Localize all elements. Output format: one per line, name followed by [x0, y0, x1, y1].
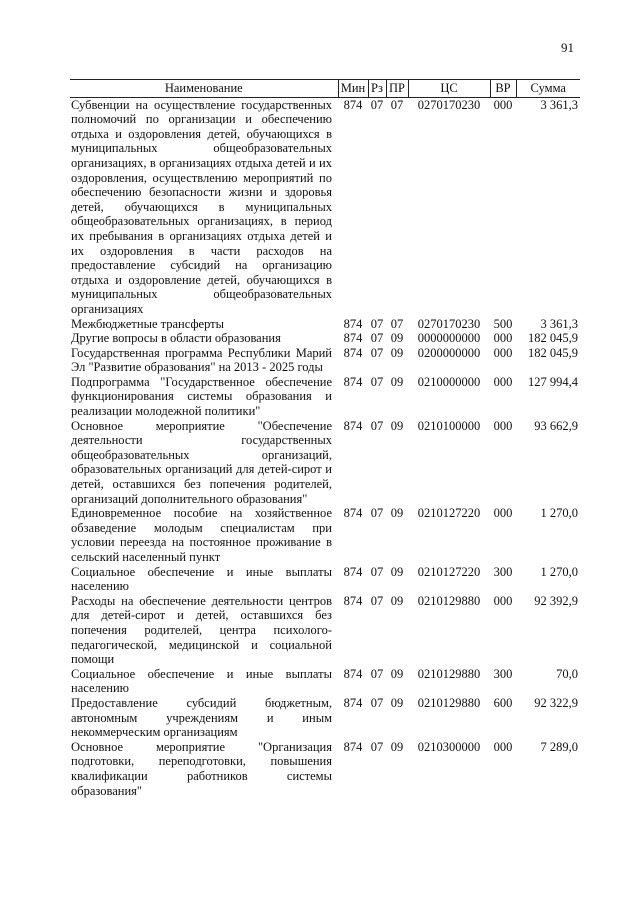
table-row — [70, 696, 580, 740]
row-sum: 92 322,9 — [534, 695, 578, 710]
row-name: Предоставление субсидий бюджетным, автономным учреждениям и иным некоммерческим организациям — [71, 695, 332, 740]
row-pr: 09 — [390, 666, 404, 681]
row-vr: 300 — [493, 666, 513, 681]
row-rz: 07 — [370, 666, 384, 681]
row-sum: 1 270,0 — [540, 564, 578, 579]
row-cs: 0210129880 — [417, 695, 481, 710]
row-vr: 000 — [493, 97, 513, 112]
row-min: 874 — [343, 374, 363, 389]
row-vr: 500 — [493, 316, 513, 331]
header-min: Мин — [338, 80, 368, 98]
row-pr: 09 — [390, 506, 404, 521]
row-sum: 182 045,9 — [528, 331, 578, 346]
row-vr: 000 — [493, 418, 513, 433]
table-row — [70, 506, 580, 564]
row-cs: 0210100000 — [417, 418, 481, 433]
row-vr: 300 — [493, 564, 513, 579]
row-min: 874 — [343, 739, 363, 754]
row-min: 874 — [343, 418, 363, 433]
row-pr: 09 — [390, 739, 404, 754]
row-min: 874 — [343, 97, 363, 112]
row-vr: 000 — [493, 739, 513, 754]
table-body — [70, 97, 580, 798]
row-name: Субвенции на осуществление государственных полномочий по организации и обеспечению отдыха и оздоровления детей, обучающихся в муниципальных общеобразовательных организациях, в организациях отдыха детей и их оздоровления, осуществлению мероприятий по обеспечению безопасности жизни и здоровья детей, обучающихся в муниципальных общеобразовательных организациях, в период их пребывания в организациях отдыха детей и их оздоровления в части расходов на предоставление субсидий на организацию отдыха и оздоровление детей, обучающихся в муниципальных общеобразовательных организациях — [71, 97, 332, 316]
row-vr: 000 — [493, 506, 513, 521]
row-pr: 09 — [390, 345, 404, 360]
row-name: Основное мероприятие "Обеспечение деятельности государственных общеобразовательных организаций, образовательных организаций для детей-сирот и детей, оставшихся без попечения родителей, организаций дополнительного образования" — [71, 418, 332, 506]
row-pr: 09 — [390, 418, 404, 433]
table-row — [70, 97, 580, 316]
row-rz: 07 — [370, 564, 384, 579]
row-rz: 07 — [370, 695, 384, 710]
table-row — [70, 317, 580, 332]
row-cs: 0210127220 — [417, 564, 481, 579]
row-min: 874 — [343, 331, 363, 346]
table-row — [70, 346, 580, 375]
table-header — [70, 80, 580, 98]
row-min: 874 — [343, 666, 363, 681]
row-pr: 09 — [390, 331, 404, 346]
table-row — [70, 565, 580, 594]
row-name: Государственная программа Республики Марий Эл "Развитие образования" на 2013 - 2025 годы — [71, 345, 332, 375]
row-cs: 0210129880 — [417, 666, 481, 681]
row-pr: 07 — [390, 316, 404, 331]
row-rz: 07 — [370, 97, 384, 112]
row-rz: 07 — [370, 345, 384, 360]
table-row — [70, 331, 580, 346]
row-cs: 0210300000 — [417, 739, 481, 754]
row-vr: 000 — [493, 331, 513, 346]
row-min: 874 — [343, 564, 363, 579]
row-rz: 07 — [370, 331, 384, 346]
table-row — [70, 375, 580, 419]
row-sum: 3 361,3 — [540, 97, 578, 112]
table-row — [70, 740, 580, 798]
row-pr: 09 — [390, 374, 404, 389]
row-sum: 1 270,0 — [540, 506, 578, 521]
row-name: Подпрограмма "Государственное обеспечение функционирования системы образования и реализации молодежной политики" — [71, 374, 332, 419]
row-vr: 000 — [493, 593, 513, 608]
table-row — [70, 594, 580, 667]
row-rz: 07 — [370, 418, 384, 433]
row-min: 874 — [343, 506, 363, 521]
header-vr: ВР — [490, 80, 516, 98]
budget-table — [70, 79, 580, 798]
row-cs: 0270170230 — [417, 97, 481, 112]
row-vr: 000 — [493, 345, 513, 360]
row-cs: 0000000000 — [417, 331, 481, 346]
row-cs: 0210127220 — [417, 506, 481, 521]
table-row — [70, 419, 580, 507]
row-cs: 0210000000 — [417, 374, 481, 389]
row-rz: 07 — [370, 374, 384, 389]
row-pr: 09 — [390, 564, 404, 579]
row-cs: 0200000000 — [417, 345, 481, 360]
row-sum: 70,0 — [556, 666, 578, 681]
row-sum: 182 045,9 — [528, 345, 578, 360]
row-pr: 09 — [390, 695, 404, 710]
row-vr: 000 — [493, 374, 513, 389]
header-name: Наименование — [70, 80, 338, 98]
header-rz: Рз — [368, 80, 386, 98]
row-name: Социальное обеспечение и иные выплаты населению — [71, 666, 332, 696]
row-sum: 127 994,4 — [528, 374, 578, 389]
header-sum: Сумма — [516, 80, 580, 98]
row-name: Основное мероприятие "Организация подготовки, переподготовки, повышения квалификации работников системы образования" — [71, 739, 332, 798]
header-pr: ПР — [386, 80, 408, 98]
row-rz: 07 — [370, 316, 384, 331]
page-number: 91 — [561, 40, 574, 55]
row-rz: 07 — [370, 739, 384, 754]
row-name: Социальное обеспечение и иные выплаты населению — [71, 564, 332, 594]
table-row — [70, 667, 580, 696]
row-rz: 07 — [370, 506, 384, 521]
row-sum: 93 662,9 — [534, 418, 578, 433]
row-min: 874 — [343, 316, 363, 331]
row-name: Единовременное пособие на хозяйственное обзаведение молодым специалистам при условии переезда на постоянное проживание в сельский населенный пункт — [71, 506, 332, 564]
row-sum: 92 392,9 — [534, 593, 578, 608]
row-vr: 600 — [493, 695, 513, 710]
row-pr: 09 — [390, 593, 404, 608]
row-min: 874 — [343, 695, 363, 710]
row-min: 874 — [343, 593, 363, 608]
header-cs: ЦС — [408, 80, 490, 98]
row-cs: 0210129880 — [417, 593, 481, 608]
row-min: 874 — [343, 345, 363, 360]
row-rz: 07 — [370, 593, 384, 608]
row-name: Другие вопросы в области образования — [71, 331, 281, 346]
row-name: Межбюджетные трансферты — [71, 316, 225, 331]
row-sum: 7 289,0 — [540, 739, 578, 754]
row-sum: 3 361,3 — [540, 316, 578, 331]
row-pr: 07 — [390, 97, 404, 112]
row-name: Расходы на обеспечение деятельности центров для детей-сирот и детей, оставшихся без попечения родителей, центра психолого-педагогической, медицинской и социальной помощи — [71, 593, 332, 667]
row-cs: 0270170230 — [417, 316, 481, 331]
